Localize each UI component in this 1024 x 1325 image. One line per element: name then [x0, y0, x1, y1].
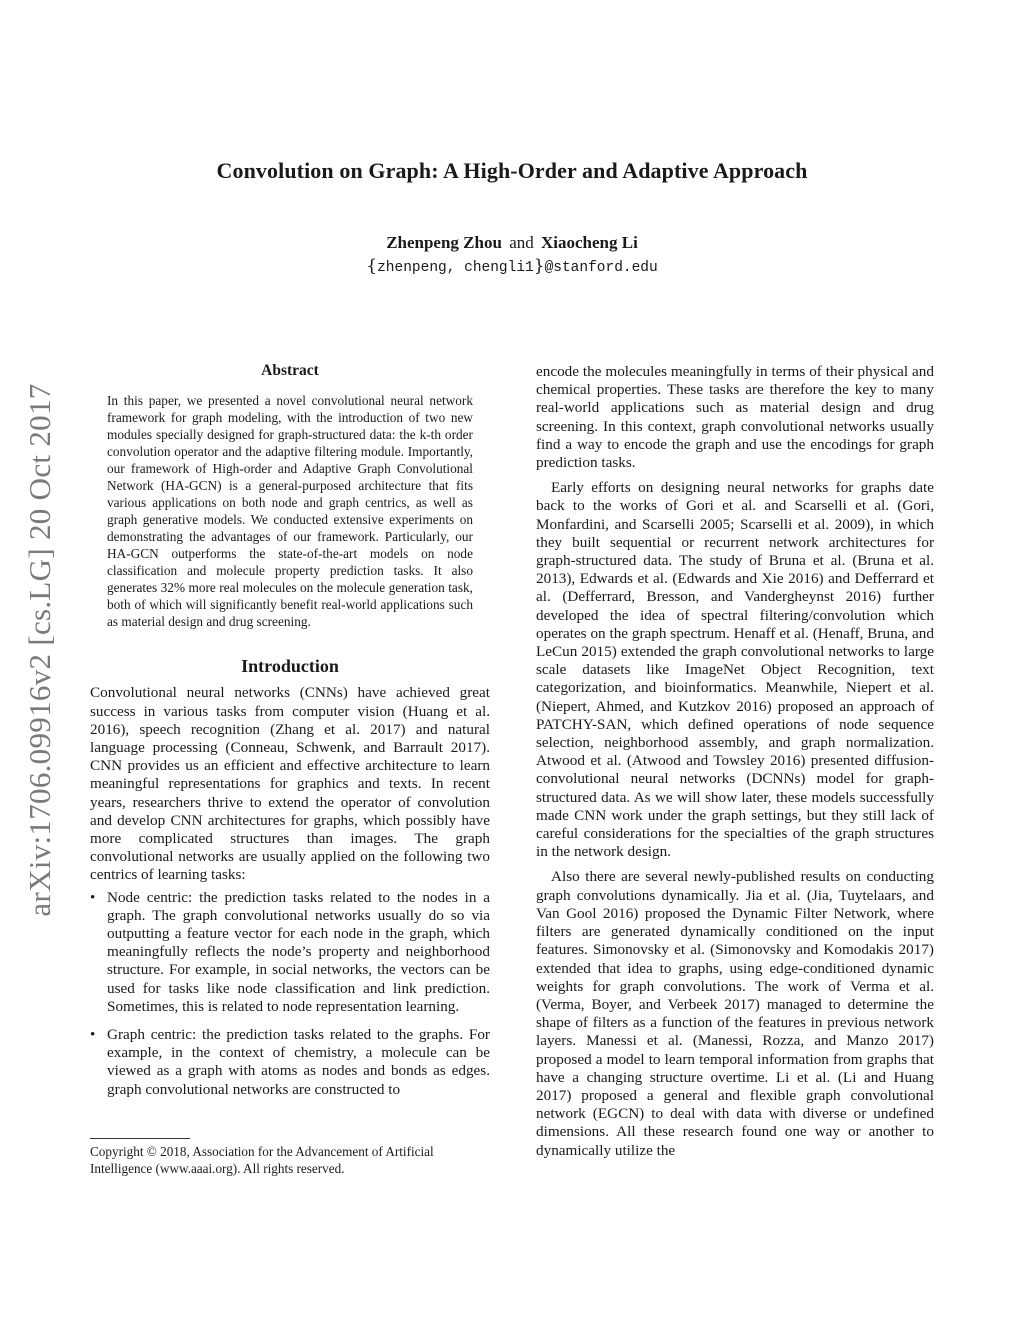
list-item [90, 889, 490, 1016]
author-name: Xiaocheng Li [540, 233, 638, 252]
right-column [536, 363, 934, 1160]
paper-title: Convolution on Graph: A High-Order and Adaptive Approach [216, 158, 808, 183]
list-item-text: Node centric: the prediction tasks related to the nodes in a graph. The graph convolutional networks usually do so via outputting a feature vector for each node in the graph, which meaningfully reflects the node’s property and neighborhood structure. For example, in social networks, the vectors can be used for tasks like node classification and link prediction. Sometimes, this is related to node representation learning. [107, 888, 490, 1015]
email-brace-open: { [366, 256, 378, 276]
abstract-text: In this paper, we presented a novel convolutional neural network framework for graph modeling, with the introduction of two new modules specially designed for graph-structured data: the k-th order convolution operator and the adaptive filtering module. Importantly, our framework of High-order and Adaptive Graph Convolutional Network (HA-GCN) is a general-purposed architecture that fits various applications on both node and graph centrics, as well as graph generative models. We conducted extensive experiments on demonstrating the advantages of our framework. Particularly, our HA-GCN outperforms the state-of-the-art models on node classification and molecule property prediction tasks. It also generates 32% more real molecules on the molecule generation task, both of which will significantly benefit real-world applications such as material design and drug screening. [107, 393, 473, 630]
body-paragraph: Also there are several newly-published results on conducting graph convolutions dynamically. Jia et al. (Jia, Tuytelaars, and Van Gool 2016) proposed the Dynamic Filter Network, where filters are generated dynamically conditioned on the input features. Simonovsky et al. (Simonovsky and Komodakis 2017) extended that idea to graphs, using edge-conditioned dynamic weights for graph convolutions. The work of Verma et al. (Verma, Boyer, and Verbeek 2017) managed to determine the shape of filters as a function of the features in previous network layers. Manessi et al. (Manessi, Rozza, and Manzo 2017) proposed a model to learn temporal information from graphs that have a changing structure overtime. Li et al. (Li and Huang 2017) proposed a general and flexible graph convolutional network (EGCN) to deal with data with diverse or undefined dimensions. All these research found one way or another to dynamically utilize the [536, 868, 934, 1159]
email-names: zhenpeng, chengli1 [377, 260, 534, 276]
left-column [90, 362, 490, 1109]
list-item [90, 1026, 490, 1099]
list-item-text: Graph centric: the prediction tasks related to the graphs. For example, in the context of chemistry, a molecule can be viewed as a graph with atoms as nodes and bonds as edges. graph convolutional networks are constructed to [107, 1026, 490, 1098]
bullet-icon: • [90, 1026, 96, 1044]
copyright-footnote: Copyright © 2018, Association for the Advancement of Artificial Intelligence (www.aaai.org). All rights reserved. [90, 1144, 434, 1176]
author-line [0, 233, 1024, 253]
author-separator: and [509, 233, 534, 252]
footnote-divider [90, 1138, 190, 1139]
email-domain: @stanford.edu [544, 260, 658, 276]
intro-paragraph: Convolutional neural networks (CNNs) have achieved great success in various tasks from computer vision (Huang et al. 2016), speech recognition (Zhang et al. 2017) and natural language processing (Conneau, Schwenk, and Barrault 2017). CNN provides us an efficient and effective architecture to learn meaningful representations for graphics and texts. In recent years, researchers thrive to extend the operator of convolution and develop CNN architectures for graphs, which possibly have more complicated structures than images. The graph convolutional networks are usually applied on the following two centrics of learning tasks: [90, 684, 490, 884]
abstract-heading: Abstract [261, 362, 319, 379]
author-name: Zhenpeng Zhou [386, 233, 502, 252]
body-paragraph: Early efforts on designing neural networks for graphs date back to the works of Gori et al. and Scarselli et al. (Gori, Monfardini, and Scarselli 2005; Scarselli et al. 2009), in which they built sequential or recurrent network architectures for graph-structured data. The study of Bruna et al. (Bruna et al. 2013), Edwards et al. (Edwards and Xie 2016) and Defferrard et al. (Defferrard, Bresson, and Vandergheynst 2016) further developed the idea of spectral filtering/convolution which operates on the graph spectrum. Henaff et al. (Henaff, Bruna, and LeCun 2015) extended the graph convolutional networks to large scale datasets like ImageNet Object Recognition, text categorization, and bioinformatics. Meanwhile, Niepert et al. (Niepert, Ahmed, and Kutzkov 2016) proposed an approach of PATCHY-SAN, which defined operations of node sequence selection, neighborhood assembly, and graph normalization. Atwood et al. (Atwood and Towsley 2016) presented diffusion-convolutional neural networks (DCNNs) model for graph-structured data. As we will show later, these models successfully made CNN work under the graph settings, but they still lack of careful considerations for the specialties of the graph structures in the network design. [536, 479, 934, 861]
introduction-heading: Introduction [241, 656, 339, 677]
bullet-icon: • [90, 888, 96, 906]
author-email [0, 256, 1024, 276]
email-brace-close: } [533, 256, 545, 276]
body-paragraph: encode the molecules meaningfully in terms of their physical and chemical properties. These tasks are therefore the key to many real-world applications such as material design and drug screening. In this context, graph convolutional networks usually find a way to encode the graph and use the encodings for graph prediction tasks. [536, 363, 934, 472]
centric-list [90, 889, 490, 1099]
arxiv-identifier: arXiv:1706.09916v2 [cs.LG] 20 Oct 2017 [22, 383, 57, 917]
